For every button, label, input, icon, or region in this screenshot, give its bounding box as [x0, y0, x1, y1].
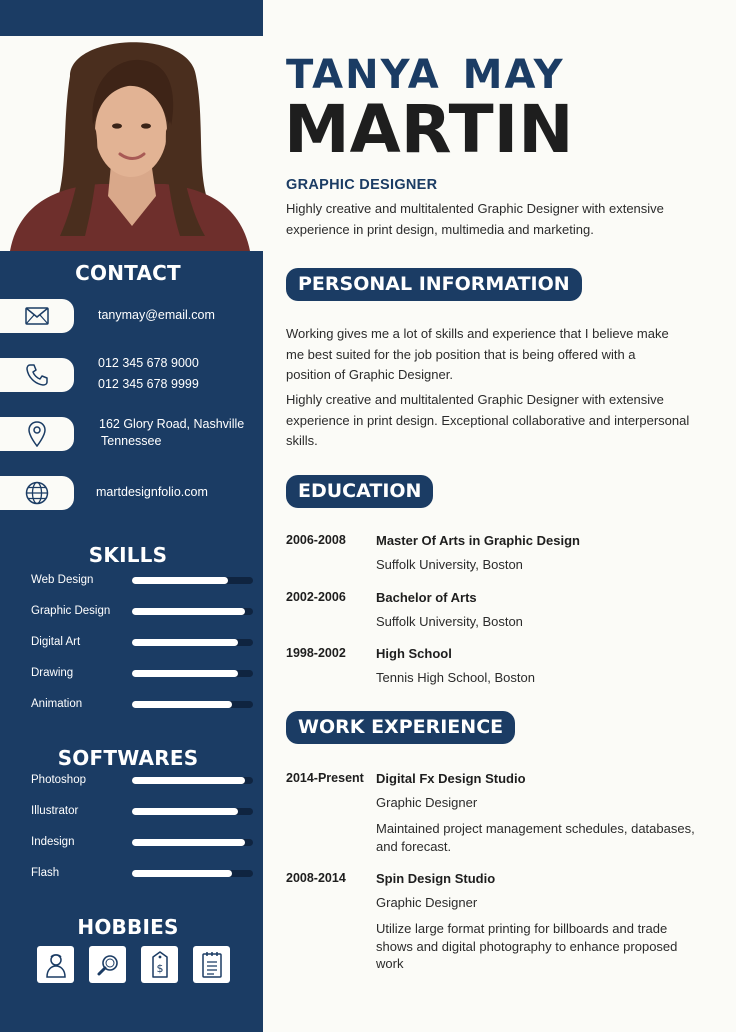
- softwares-bar-fill: [132, 777, 245, 784]
- skills-bar-track: [132, 639, 253, 646]
- globe-icon: [25, 481, 49, 505]
- magnifier-icon: [89, 946, 126, 983]
- address-line-2: Tennessee: [101, 434, 162, 448]
- softwares-heading: SOFTWARES: [57, 746, 199, 770]
- skills-label: Drawing: [31, 667, 74, 679]
- skills-bar-fill: [132, 701, 232, 708]
- contact-website-pill: [0, 476, 74, 510]
- personal-info-heading: PERSONAL INFORMATION: [286, 268, 582, 301]
- softwares-bar-track: [132, 870, 253, 877]
- email-link[interactable]: tanymay@email.com: [98, 308, 215, 322]
- education-school: Tennis High School, Boston: [376, 670, 535, 685]
- softwares-row: [0, 834, 263, 854]
- skills-bar-track: [132, 608, 253, 615]
- education-years: 2002-2006: [286, 590, 346, 604]
- contact-email: [0, 299, 263, 333]
- hobbies-icons: [37, 946, 230, 983]
- sidebar: [0, 0, 263, 1032]
- contact-address: [0, 417, 263, 451]
- softwares-bar-track: [132, 839, 253, 846]
- skills-label: Graphic Design: [31, 605, 111, 617]
- work-company: Digital Fx Design Studio: [376, 771, 526, 786]
- contact-phone-pill: [0, 358, 74, 392]
- skills-bar-track: [132, 577, 253, 584]
- education-school: Suffolk University, Boston: [376, 557, 523, 572]
- skills-bar-track: [132, 670, 253, 677]
- skills-bar-fill: [132, 670, 238, 677]
- contact-website: [0, 476, 263, 510]
- softwares-bar-fill: [132, 839, 245, 846]
- work-description: Utilize large format printing for billboards and trade shows and digital photography to enhance proposed work: [376, 921, 678, 971]
- name-first-line: TANYA MAY: [286, 52, 565, 98]
- money-tag-icon: [141, 946, 178, 983]
- skills-row: [0, 634, 263, 654]
- job-title: GRAPHIC DESIGNER: [286, 177, 438, 193]
- softwares-label: Indesign: [31, 836, 75, 848]
- hobbies-heading: HOBBIES: [77, 915, 179, 939]
- skills-bar-fill: [132, 608, 245, 615]
- skills-label: Web Design: [31, 574, 94, 586]
- softwares-label: Flash: [31, 867, 60, 879]
- work-years: 2014-Present: [286, 771, 364, 785]
- softwares-row: [0, 772, 263, 792]
- softwares-label: Photoshop: [31, 774, 86, 786]
- website-link[interactable]: martdesignfolio.com: [96, 485, 208, 499]
- phone-number-1[interactable]: 012 345 678 9000: [98, 356, 199, 370]
- skills-label: Animation: [31, 698, 83, 710]
- name-last-line: MARTIN: [284, 91, 574, 168]
- personal-para-2: Highly creative and multitalented Graphic Designer with extensive experience in print design. Exceptional collaborative and interpersonal skills.: [286, 392, 690, 448]
- education-degree: High School: [376, 646, 452, 661]
- address-line-1: 162 Glory Road, Nashville: [99, 417, 245, 431]
- skills-bar-track: [132, 701, 253, 708]
- location-pin-icon: [28, 421, 46, 447]
- education-degree: Bachelor of Arts: [376, 590, 477, 605]
- skills-row: [0, 603, 263, 623]
- work-company: Spin Design Studio: [376, 871, 496, 886]
- softwares-bar-track: [132, 808, 253, 815]
- notepad-icon: [193, 946, 230, 983]
- softwares-label: Illustrator: [31, 805, 79, 817]
- person-icon: [37, 946, 74, 983]
- contact-address-pill: [0, 417, 74, 451]
- work-years: 2008-2014: [286, 871, 346, 885]
- work-role: Graphic Designer: [376, 895, 478, 910]
- phone-number-2[interactable]: 012 345 678 9999: [98, 377, 199, 391]
- contact-email-pill: [0, 299, 74, 333]
- personal-para-1: Working gives me a lot of skills and experience that I believe make me best suited for the job position that is being offered with a position of Graphic Designer.: [286, 326, 669, 382]
- envelope-icon: [25, 307, 49, 325]
- skills-bar-fill: [132, 639, 238, 646]
- education-degree: Master Of Arts in Graphic Design: [376, 533, 580, 548]
- softwares-row: [0, 865, 263, 885]
- education-heading: EDUCATION: [286, 475, 433, 508]
- softwares-bar-fill: [132, 870, 232, 877]
- skills-bar-fill: [132, 577, 228, 584]
- education-years: 1998-2002: [286, 646, 346, 660]
- skills-label: Digital Art: [31, 636, 81, 648]
- summary-text: Highly creative and multitalented Graphic Designer with extensive experience in print design, multimedia and marketing.: [286, 201, 664, 237]
- softwares-row: [0, 803, 263, 823]
- education-school: Suffolk University, Boston: [376, 614, 523, 629]
- education-years: 2006-2008: [286, 533, 346, 547]
- svg-text:$: $: [156, 961, 163, 975]
- work-description: Maintained project management schedules, databases, and forecast.: [376, 821, 695, 854]
- work-role: Graphic Designer: [376, 795, 478, 810]
- skills-heading: SKILLS: [88, 543, 168, 567]
- softwares-bar-fill: [132, 808, 238, 815]
- phone-icon: [25, 363, 49, 387]
- skills-row: [0, 572, 263, 592]
- contact-heading: CONTACT: [75, 261, 181, 285]
- work-heading: WORK EXPERIENCE: [286, 711, 515, 744]
- skills-row: [0, 665, 263, 685]
- contact-phone: [0, 358, 263, 392]
- skills-row: [0, 696, 263, 716]
- profile-photo: [0, 36, 263, 251]
- softwares-bar-track: [132, 777, 253, 784]
